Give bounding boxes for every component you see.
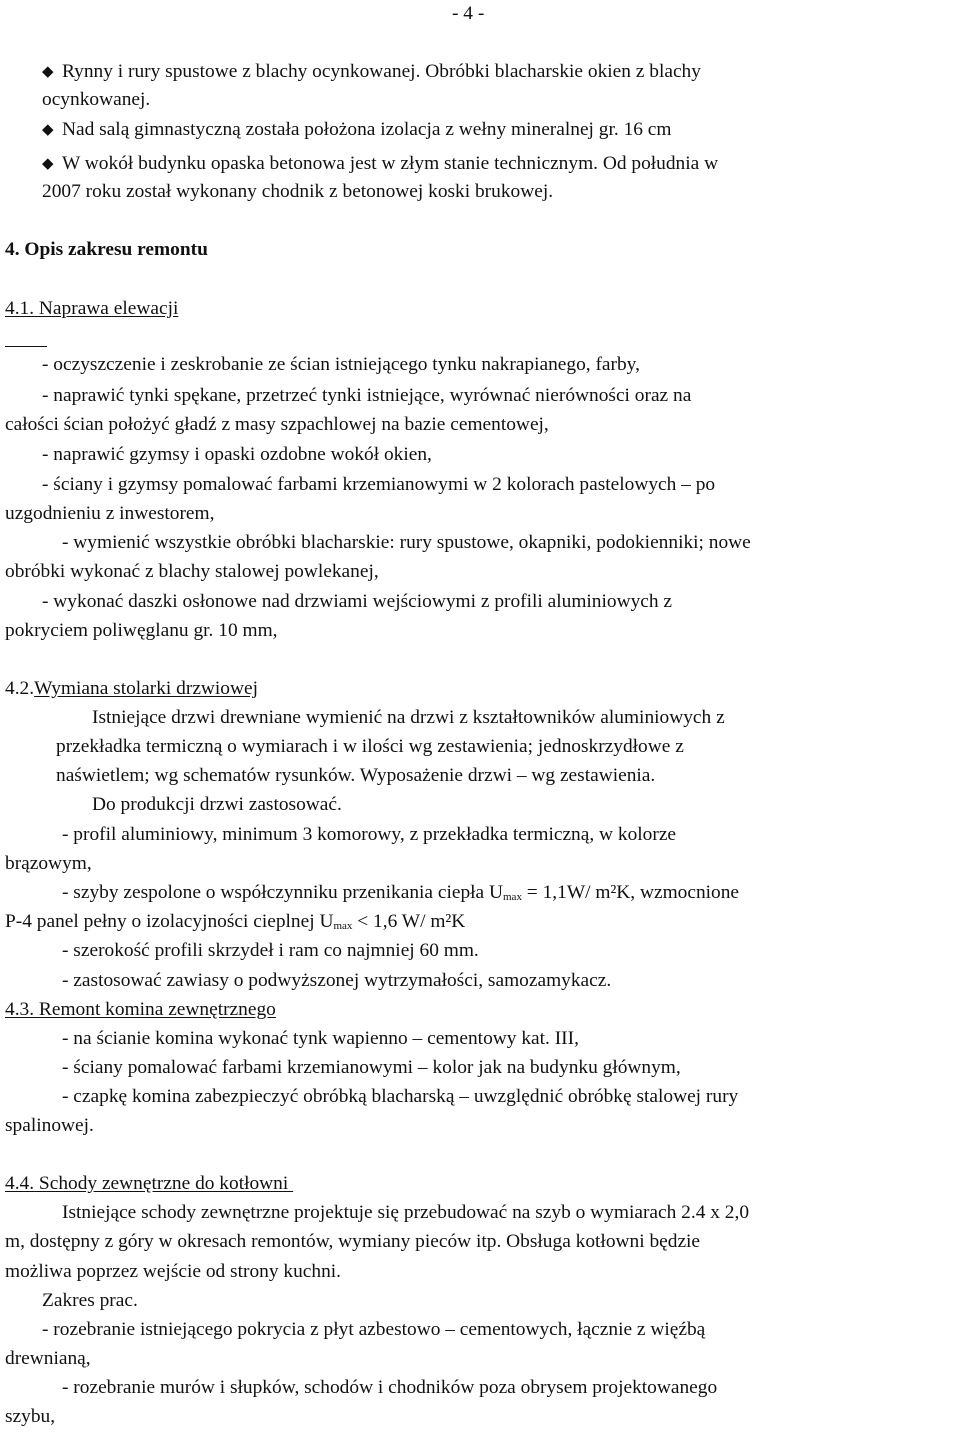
paragraph-line: - ściany pomalować farbami krzemianowymi – kolor jak na budynku głównym, [62,1057,681,1078]
paragraph-line: - rozebranie istniejącego pokrycia z płyt azbestowo – cementowych, łącznie z więźbą [42,1319,706,1340]
paragraph-line: drewnianą, [5,1348,91,1369]
paragraph-line: - czapkę komina zabezpieczyć obróbką blacharską – uwzględnić obróbkę stalowej rury [62,1086,739,1107]
subsection-heading-4-1: 4.1. Naprawa elewacji [5,298,179,319]
paragraph-line: - naprawić gzymsy i opaski ozdobne wokół okien, [42,444,432,465]
paragraph-line: - oczyszczenie i zeskrobanie ze ścian istniejącego tynku nakrapianego, farby, [42,354,640,375]
paragraph-line: - ściany i gzymsy pomalować farbami krzemianowymi w 2 kolorach pastelowych – po [42,474,716,495]
paragraph-line: - rozebranie murów i słupków, schodów i chodników poza obrysem projektowanego [62,1377,718,1398]
paragraph-line: brązowym, [5,853,92,874]
paragraph-line: spalinowej. [5,1115,94,1136]
paragraph-line: Do produkcji drzwi zastosować. [92,794,342,815]
text-run: P-4 panel pełny o izolacyjności cieplnej U [5,911,334,932]
bullet-item-continuation: 2007 roku został wykonany chodnik z betonowej koski brukowej. [42,181,554,202]
paragraph-line: przekładka termiczną o wymiarach i w ilości wg zestawienia; jednoskrzydłowe z [56,736,684,757]
paragraph-line: szybu, [5,1406,56,1427]
paragraph-line: Istniejące drzwi drewniane wymienić na drzwi z kształtowników aluminiowych z [92,707,725,728]
paragraph-line: - wymienić wszystkie obróbki blacharskie: rury spustowe, okapniki, podokienniki; nowe [62,532,751,553]
paragraph-line: możliwa poprzez wejście od strony kuchni. [5,1261,342,1282]
paragraph-line: - szerokość profili skrzydeł i ram co najmniej 60 mm. [62,940,479,961]
text-run: - szyby zespolone o współczynniku przenikania ciepła U [62,882,503,903]
paragraph-line: całości ścian położyć gładź z masy szpachlowej na bazie cementowej, [5,414,549,435]
paragraph-line: - naprawić tynki spękane, przetrzeć tynki istniejące, wyrównać nierówności oraz na [42,385,692,406]
bullet-item-continuation: ocynkowanej. [42,89,151,110]
diamond-bullet-icon: ◆ [42,64,54,80]
section-heading: 4. Opis zakresu remontu [5,239,208,260]
paragraph-line: pokryciem poliwęglanu gr. 10 mm, [5,620,278,641]
subsection-heading-4-2 [5,677,258,701]
text-run: < 1,6 W/ m²K [352,911,466,932]
paragraph-line: - zastosować zawiasy o podwyższonej wytrzymałości, samozamykacz. [62,970,612,991]
subsection-number: 4.2. [5,678,35,699]
paragraph-line: - na ścianie komina wykonać tynk wapienno – cementowy kat. III, [62,1028,579,1049]
subscript: max [333,920,353,932]
short-rule [5,346,47,347]
paragraph-line [62,881,739,909]
paragraph-line: Zakres prac. [42,1290,138,1311]
diamond-bullet-icon: ◆ [42,156,54,172]
diamond-bullet-icon: ◆ [42,122,54,138]
paragraph-line [5,910,465,938]
bullet-item [42,118,672,142]
subscript: max [503,891,522,903]
bullet-item [42,152,718,176]
paragraph-line: obróbki wykonać z blachy stalowej powlekanej, [5,561,379,582]
paragraph-line: Istniejące schody zewnętrzne projektuje się przebudować na szyb o wymiarach 2.4 x 2,0 [62,1202,750,1223]
subsection-heading-4-4: 4.4. Schody zewnętrzne do kotłowni [5,1173,294,1194]
page-number: - 4 - [452,3,485,24]
bullet-text: Nad salą gimnastyczną została położona izolacja z wełny mineralnej gr. 16 cm [62,119,672,140]
paragraph-line: naświetlem; wg schematów rysunków. Wyposażenie drzwi – wg zestawienia. [56,765,656,786]
paragraph-line: m, dostępny z góry w okresach remontów, wymiany pieców itp. Obsługa kotłowni będzie [5,1231,701,1252]
bullet-text: Rynny i rury spustowe z blachy ocynkowanej. Obróbki blacharskie okien z blachy [62,61,701,82]
subsection-title: Wymiana stolarki drzwiowej [34,678,259,699]
bullet-item [42,60,701,84]
paragraph-line: - wykonać daszki osłonowe nad drzwiami wejściowymi z profili aluminiowych z [42,591,673,612]
subsection-heading-4-3: 4.3. Remont komina zewnętrznego [5,999,276,1020]
bullet-text: W wokół budynku opaska betonowa jest w złym stanie technicznym. Od południa w [62,153,719,174]
text-run: = 1,1W/ m²K, wzmocnione [521,882,740,903]
paragraph-line: uzgodnieniu z inwestorem, [5,503,215,524]
paragraph-line: - profil aluminiowy, minimum 3 komorowy, z przekładka termiczną, w kolorze [62,824,677,845]
